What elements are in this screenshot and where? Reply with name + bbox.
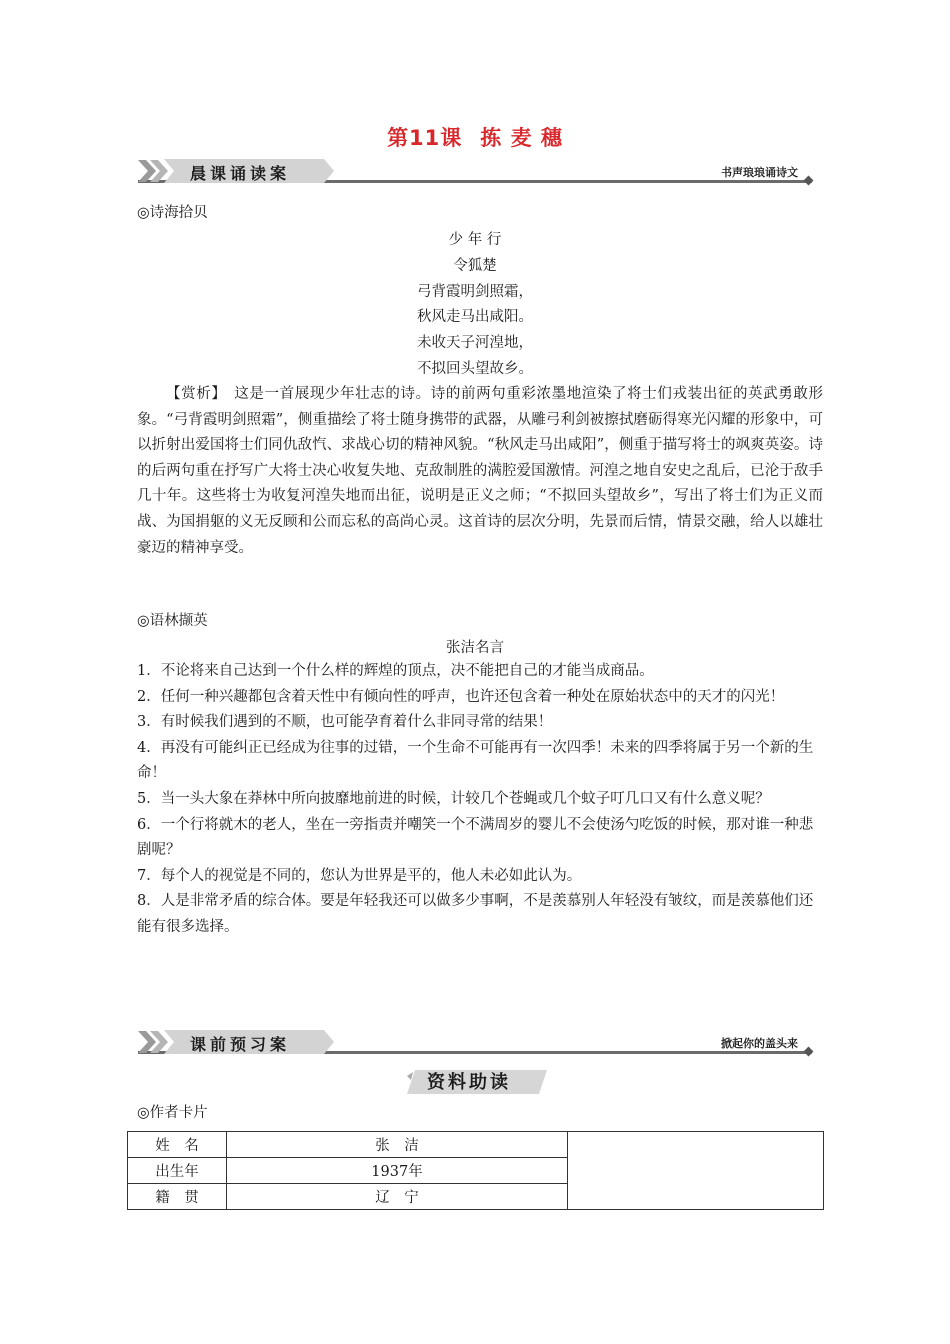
- banner-morning-reading: [138, 158, 812, 188]
- section-heading-quotes: ◎语林撷英: [137, 613, 208, 629]
- poem-line: 未收天子河湟地，: [417, 335, 533, 351]
- ziliao-label: [405, 1066, 547, 1096]
- appreciation-paragraph: 【赏析】 这是一首展现少年壮志的诗。诗的前两句重彩浓墨地渲染了将士们戎装出征的英武勇敢形象。“弓背霞明剑照霜”，侧重描绘了将士随身携带的武器，从雕弓利剑被擦拭磨砺得寒光闪耀的形象中，可以折射出爱国将士们同仇敌忾、求战心切的精神风貌。“秋风走马出咸阳”，侧重于描写将士的飒爽英姿。诗的后两句重在抒写广大将士决心收复失地、克敌制胜的满腔爱国激情。河湟之地自安史之乱后，已沦于敌手几十年。这些将士为收复河湟失地而出征，说明是正义之师；“不拟回头望故乡”，写出了将士们为正义而战、为国捐躯的义无反顾和公而忘私的高尚心灵。这首诗的层次分明，先景而后情，情景交融，给人以雄壮豪迈的精神享受。: [137, 386, 823, 556]
- section-heading-author: ◎作者卡片: [137, 1105, 208, 1121]
- table-cell-label: 籍 贯: [128, 1184, 227, 1210]
- ziliao-text: 资料助读: [427, 1072, 511, 1093]
- table-row: [128, 1132, 824, 1158]
- lesson-number: 第11课: [387, 126, 463, 150]
- poem-line: 秋风走马出咸阳。: [417, 309, 533, 325]
- poem-author: 令狐楚: [453, 258, 497, 274]
- quotes-list: [137, 659, 823, 941]
- author-card-table: [127, 1131, 824, 1210]
- list-item: 8．人是非常矛盾的综合体。要是年轻我还可以做多少事啊，不是羡慕别人年轻没有皱纹，而是羡慕他们还能有很多选择。: [137, 893, 814, 935]
- section-heading-poem: ◎诗海拾贝: [137, 205, 208, 221]
- table-cell-value: 张 洁: [227, 1132, 568, 1158]
- banner-label: 课前预习案: [190, 1035, 291, 1054]
- poem-title: 少 年 行: [448, 232, 502, 248]
- list-item: 2．任何一种兴趣都包含着天性中有倾向性的呼声，也许还包含着一种处在原始状态中的天才的闪光！: [137, 688, 785, 705]
- list-item: 1．不论将来自己达到一个什么样的辉煌的顶点，决不能把自己的才能当成商品。: [137, 663, 654, 679]
- lesson-title: [0, 122, 950, 152]
- lesson-name: 拣 麦 穗: [480, 126, 563, 150]
- list-item: 5．当一头大象在莽林中所向披靡地前进的时候，计较几个苍蝇或几个蚊子叮几口又有什么意义呢？: [137, 790, 770, 807]
- poem-line: 弓背霞明剑照霜，: [417, 284, 533, 300]
- banner-right-text: 书声琅琅诵诗文: [721, 166, 798, 179]
- banner-preview: [138, 1029, 812, 1059]
- banner-label: 晨课诵读案: [190, 164, 291, 183]
- table-cell-value: 辽 宁: [227, 1184, 568, 1210]
- banner-right-text: 掀起你的盖头来: [721, 1037, 798, 1050]
- list-item: 6．一个行将就木的老人，坐在一旁指责并嘲笑一个不满周岁的婴儿不会使汤勺吃饭的时候，那对谁一种悲剧呢？: [137, 816, 814, 859]
- list-item: 7．每个人的视觉是不同的，您认为世界是平的，他人未必如此认为。: [137, 867, 582, 884]
- list-item: 3．有时候我们遇到的不顺，也可能孕育着什么非同寻常的结果！: [137, 714, 553, 731]
- portrait-cell: [568, 1132, 824, 1210]
- list-item: 4．再没有可能纠正已经成为往事的过错，一个生命不可能再有一次四季！未来的四季将属于另一个新的生命！: [137, 739, 814, 782]
- poem-line: 不拟回头望故乡。: [417, 361, 533, 377]
- diamond-icon: [804, 176, 814, 186]
- diamond-icon: [804, 1047, 814, 1057]
- table-cell-value: 1937年: [227, 1158, 568, 1184]
- quotes-title: 张洁名言: [446, 640, 504, 656]
- table-cell-label: 出生年: [128, 1158, 227, 1184]
- table-cell-label: 姓 名: [128, 1132, 227, 1158]
